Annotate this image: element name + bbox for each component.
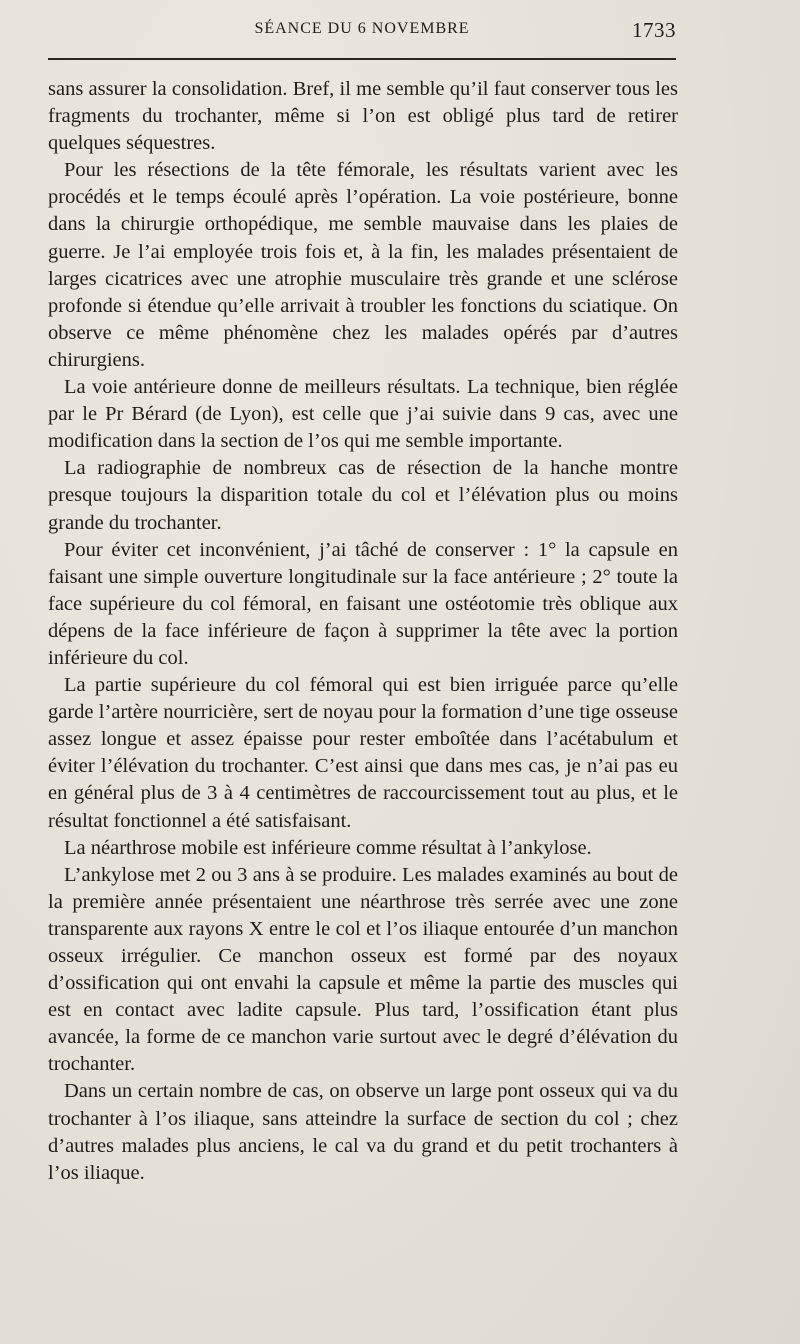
paragraph-3: La voie antérieure donne de meilleurs résultats. La technique, bien réglée par le Pr Bérard (de Lyon), est celle que j’ai suivie dans 9 cas, avec une modification dans la section de l’os qui me semble importante. [48, 376, 678, 453]
paragraph-5: Pour éviter cet inconvénient, j’ai tâché de conserver : 1° la capsule en faisant une simple ouverture longitudinale sur la face antérieure ; 2° toute la face supérieure du col fémoral, en faisant une ostéotomie très oblique aux dépens de la face inférieure de façon à supprimer la tête avec la portion inférieure du col. [48, 538, 678, 669]
paragraph-4: La radiographie de nombreux cas de résection de la hanche montre presque toujours la disparition totale du col et l’élévation plus ou moins grande du trochanter. [48, 457, 678, 534]
header-rule [48, 58, 676, 60]
paragraph-6: La partie supérieure du col fémoral qui est bien irriguée parce qu’elle garde l’artère nourricière, sert de noyau pour la formation d’une tige osseuse assez longue et assez épaisse pour rester emboîtée dans l’acétabulum et éviter l’élévation du trochanter. C’est ainsi que dans mes cas, je n’ai pas eu en général plus de 3 à 4 centimètres de raccourcissement tout au plus, et le résultat fonctionnel a été satisfaisant. [48, 674, 678, 832]
body-text [48, 76, 678, 1187]
page-number: 1733 [632, 18, 676, 42]
running-head [48, 18, 676, 44]
paragraph-9: Dans un certain nombre de cas, on observe un large pont osseux qui va du trochanter à l’os iliaque, sans atteindre la surface de section du col ; chez d’autres malades plus anciens, le cal va du grand et du petit trochanters à l’os iliaque. [48, 1080, 678, 1184]
paragraph-8: L’ankylose met 2 ou 3 ans à se produire. Les malades examinés au bout de la première année présentaient une néarthrose très serrée avec une zone transparente aux rayons X entre le col et l’os iliaque entourée d’un manchon osseux irrégulier. Ce manchon osseux est formé par des noyaux d’ossification qui ont envahi la capsule et même la partie des muscles qui est en contact avec ladite capsule. Plus tard, l’ossification étant plus avancée, la forme de ce manchon varie surtout avec le degré d’élévation du trochanter. [48, 863, 678, 1076]
paragraph-7: La néarthrose mobile est inférieure comme résultat à l’ankylose. [64, 836, 592, 859]
paragraph-2: Pour les résections de la tête fémorale, les résultats varient avec les procédés et le temps écoulé après l’opération. La voie postérieure, bonne dans la chirurgie orthopédique, me semble mauvaise dans les plaies de guerre. Je l’ai employée trois fois et, à la fin, les malades présentaient de larges cicatrices avec une atrophie musculaire très grande et une sclérose profonde si étendue qu’elle arrivait à troubler les fonctions du sciatique. On observe ce même phénomène chez les malades opérés par d’autres chirurgiens. [48, 159, 678, 371]
running-title: SÉANCE DU 6 NOVEMBRE [254, 20, 470, 37]
paragraph-1: sans assurer la consolidation. Bref, il me semble qu’il faut conserver tous les fragments du trochanter, même si l’on est obligé plus tard de retirer quelques séquestres. [48, 78, 678, 155]
